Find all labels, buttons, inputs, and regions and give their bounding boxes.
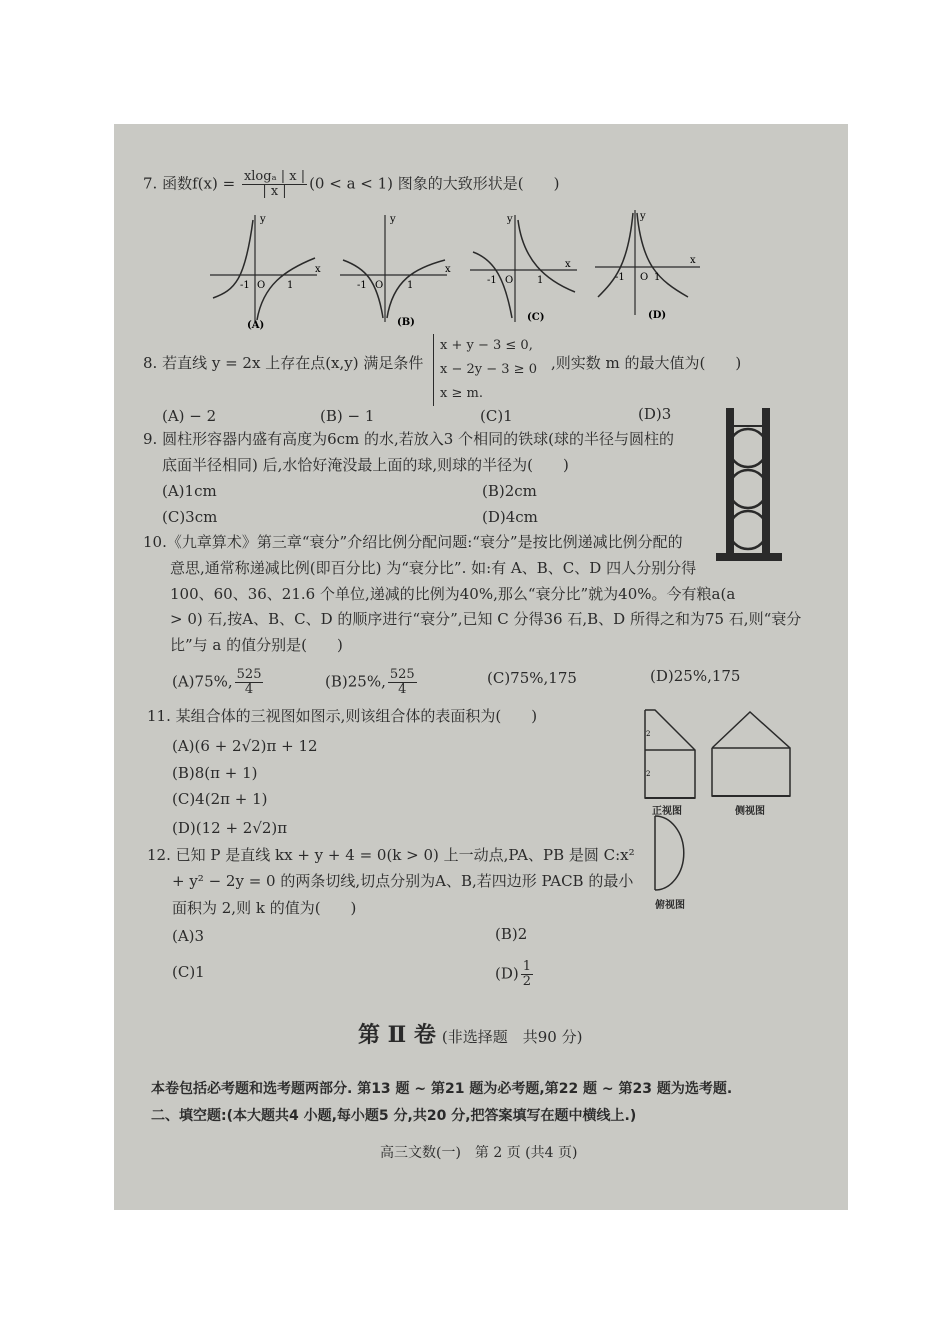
q9-option-a: (A)1cm — [162, 482, 217, 500]
q10-option-d: (D)25%,175 — [650, 667, 741, 685]
graph-c-pos: 1 — [537, 275, 544, 286]
part2-note: 本卷包括必考题和选考题两部分. 第13 题 ~ 第21 题为必考题,第22 题 ~ 第23 题为选考题. — [151, 1081, 733, 1097]
fill-in-section-title: 二、填空题:(本大题共4 小题,每小题5 分,共20 分,把答案填写在题中横线上.) — [151, 1108, 637, 1124]
q7-fraction: $\frac{\text{xlogₐ | x |}}{| x |}$ — [243, 169, 306, 199]
graph-d-neg: -1 — [615, 272, 625, 283]
graph-a-origin: O — [257, 280, 266, 291]
q7-stem: 7. 函数f(x) = $\frac{\text{xlogₐ | x |}}{| x |}$ (0 < a < 1) 图象的大致形状是( ) — [143, 169, 560, 199]
q8-option-d: (D)3 — [638, 405, 672, 423]
q12-option-c: (C)1 — [172, 963, 205, 981]
q11-top-view-label: 俯视图 — [655, 900, 685, 911]
q8-option-a: (A) − 2 — [162, 407, 217, 425]
q10-option-b: (B)25%, $\frac{525}{4}$ — [325, 667, 415, 697]
q8-cond1: x + y − 3 ≤ 0, — [440, 338, 533, 353]
graph-b-pos: 1 — [407, 280, 414, 291]
q11-side-view-label: 侧视图 — [735, 806, 765, 817]
q10-line5: 比”与 a 的值分别是( ) — [170, 636, 343, 654]
q12-option-d: (D) $\frac{1}{2}$ — [495, 959, 532, 989]
graph-b-origin: O — [375, 280, 384, 291]
page-footer: 高三文数(一) 第 2 页 (共4 页) — [380, 1145, 578, 1161]
q9-option-b: (B)2cm — [482, 482, 537, 500]
q10-line3: 100、60、36、21.6 个单位,递减的比例为40%,那么“衰分比”就为40%。今有粮a(a — [170, 585, 736, 603]
q8-option-b: (B) − 1 — [320, 407, 375, 425]
part2-heading — [358, 1018, 582, 1049]
q9-cylinder-figure — [712, 408, 787, 568]
q11-option-a: (A)(6 + 2√2)π + 12 — [172, 737, 318, 755]
q10-line1: 10.《九章算术》第三章“衰分”介绍比例分配问题:“衰分”是按比例递减比例分配的 — [143, 533, 683, 551]
graph-c-origin: O — [505, 275, 514, 286]
graph-b-x: x — [445, 264, 451, 275]
q8-cond3: x ≥ m. — [440, 386, 483, 401]
graph-d-x: x — [690, 255, 696, 266]
q9-option-d: (D)4cm — [482, 508, 538, 526]
graph-c-neg: -1 — [487, 275, 497, 286]
q11-option-d: (D)(12 + 2√2)π — [172, 819, 288, 837]
q9-line2: 底面半径相同) 后,水恰好淹没最上面的球,则球的半径为( ) — [162, 456, 569, 474]
q11-front-view-label: 正视图 — [652, 806, 682, 817]
q8-tail: ,则实数 m 的最大值为( ) — [551, 354, 742, 372]
part2-title: 第 Ⅱ 卷 — [358, 1022, 436, 1048]
q12-option-b: (B)2 — [495, 925, 528, 943]
q8-conditions — [433, 334, 560, 406]
q9-line1: 9. 圆柱形容器内盛有高度为6cm 的水,若放入3 个相同的铁球(球的半径与圆柱的 — [143, 430, 674, 448]
graph-b-neg: -1 — [357, 280, 367, 291]
graph-a-y: y — [260, 214, 266, 225]
part2-subtitle: (非选择题 共90 分) — [441, 1028, 583, 1046]
q12-option-a: (A)3 — [172, 927, 205, 945]
q11-option-b: (B)8(π + 1) — [172, 764, 258, 782]
q12-line1: 12. 已知 P 是直线 kx + y + 4 = 0(k > 0) 上一动点,PA、PB 是圆 C:x² — [147, 846, 635, 864]
graph-d-origin: O — [640, 272, 649, 283]
graph-c-x: x — [565, 259, 571, 270]
graph-d-y: y — [640, 211, 646, 222]
q9-option-c: (C)3cm — [162, 508, 218, 526]
q7-graph-b — [335, 210, 455, 330]
q8-stem: 8. 若直线 y = 2x 上存在点(x,y) 满足条件 — [143, 354, 424, 372]
graph-d-caption: (D) — [648, 310, 667, 321]
graph-b-y: y — [390, 214, 396, 225]
q7-graph-c — [465, 210, 585, 330]
q7-graph-d — [590, 205, 710, 325]
svg-text:2: 2 — [646, 770, 651, 778]
q11-stem: 11. 某组合体的三视图如图示,则该组合体的表面积为( ) — [147, 707, 538, 725]
graph-a-neg: -1 — [240, 280, 250, 291]
q11-option-c: (C)4(2π + 1) — [172, 790, 268, 808]
graph-a-caption: (A) — [247, 320, 265, 331]
q7-graph-a — [205, 210, 325, 330]
graph-c-caption: (C) — [527, 312, 545, 323]
graph-b-caption: (B) — [397, 317, 415, 328]
graph-c-y: y — [507, 214, 513, 225]
svg-text:2: 2 — [646, 730, 651, 738]
q10-line2: 意思,通常称递减比例(即百分比) 为“衰分比”. 如:有 A、B、C、D 四人分别分得 — [170, 559, 697, 577]
q10-line4: > 0) 石,按A、B、C、D 的顺序进行“衰分”,已知 C 分得36 石,B、D 所得之和为75 石,则“衰分 — [170, 610, 802, 628]
q12-line2: + y² − 2y = 0 的两条切线,切点分别为A、B,若四边形 PACB 的最小 — [172, 872, 634, 890]
q12-line3: 面积为 2,则 k 的值为( ) — [172, 899, 357, 917]
graph-d-pos: 1 — [654, 272, 661, 283]
graph-a-pos: 1 — [287, 280, 294, 291]
graph-a-x: x — [315, 264, 321, 275]
q10-option-c: (C)75%,175 — [487, 669, 577, 687]
q8-option-c: (C)1 — [480, 407, 513, 425]
q10-option-a: (A)75%, $\frac{525}{4}$ — [172, 667, 262, 697]
q8-cond2: x − 2y − 3 ≥ 0 — [440, 362, 537, 377]
